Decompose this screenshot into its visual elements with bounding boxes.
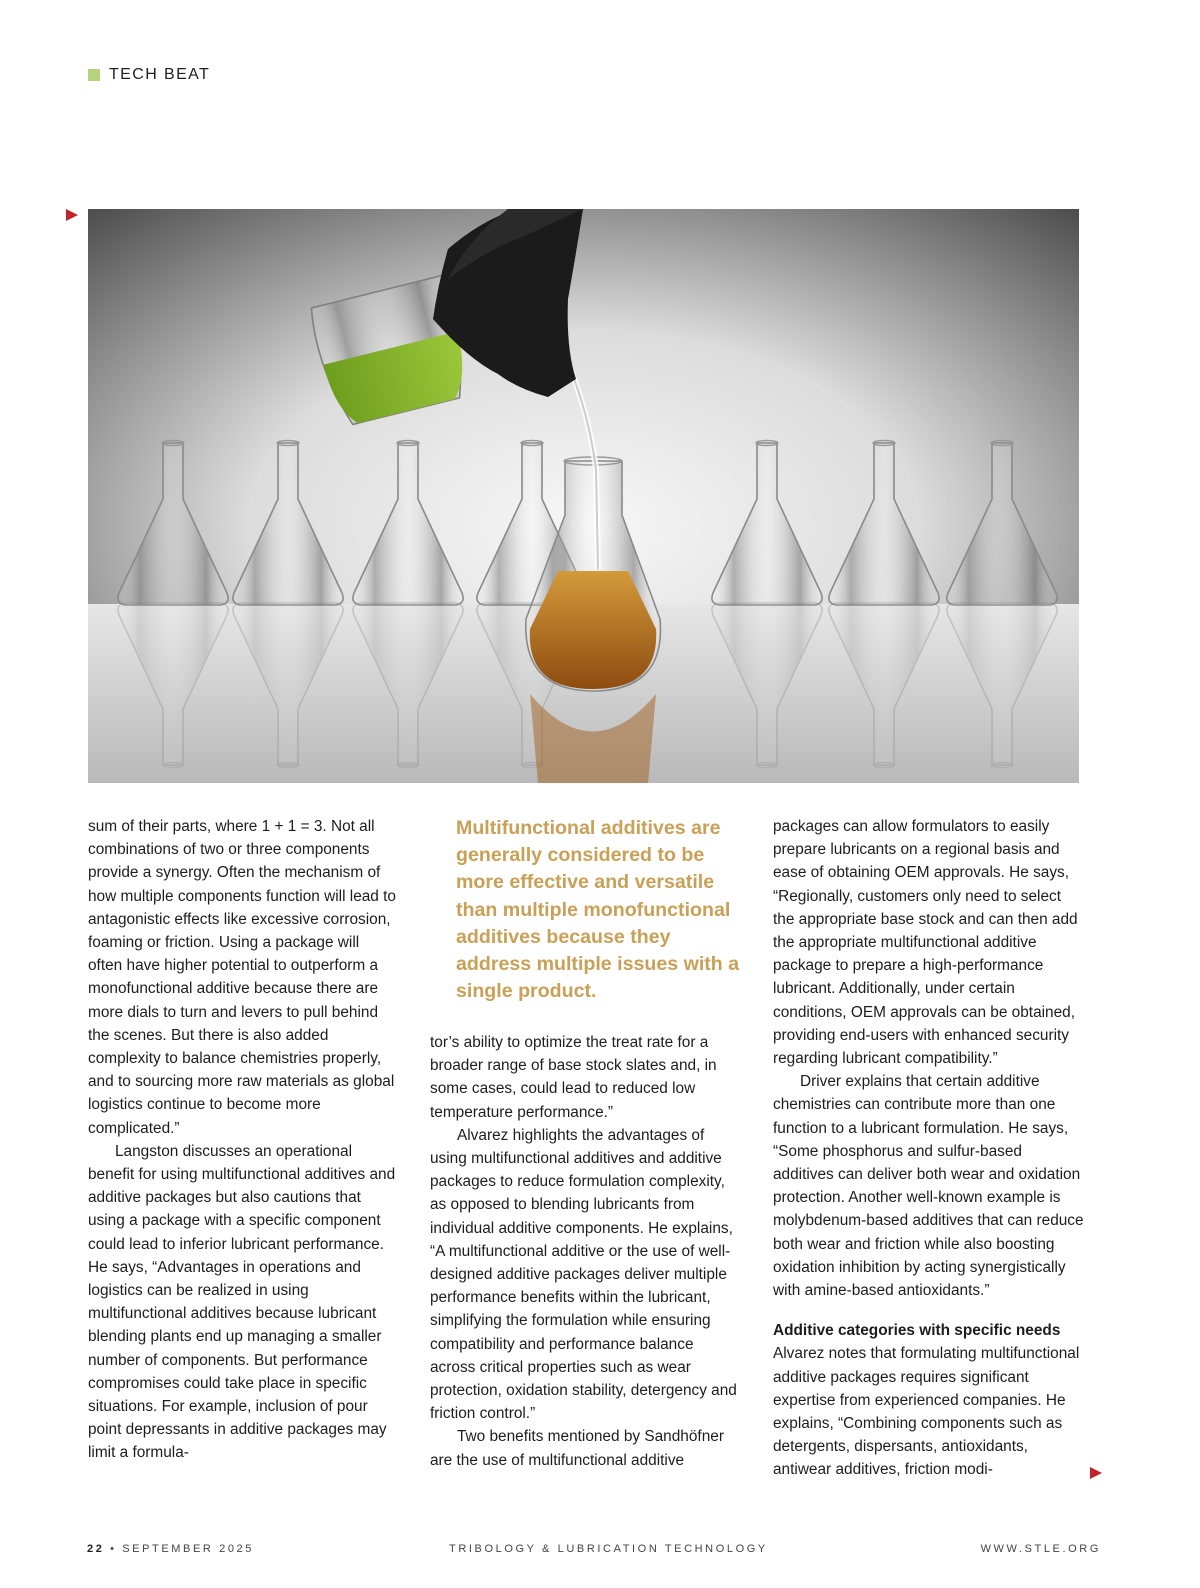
paragraph: sum of their parts, where 1 + 1 = 3. Not all combinations of two or three components provide a synergy. Often the mechanism of how multiple components function will lead to antagonistic effects like excessive corrosion, foaming or friction. Using a package will often have higher potential to outperform a monofunctional additive because there are more dials to turn and levers to pull behind the scenes. But there is also added complexity to balance chemistries properly, and to sourcing more raw materials as global logistics continue to become more complicated.” [88,818,396,1137]
paragraph: Alvarez notes that formulating multifunctional additive packages requires significant expertise from experienced companies. He explains, “Combining components such as detergents, dispersants, antioxidants, antiwear additives, friction modi- [773,1345,1080,1479]
text-column-1 [88,815,396,1465]
paragraph: Langston discusses an operational benefit for using multifunctional additives and additive packages but also cautions that using a package with a specific component could lead to inferior lubricant performance. He says, “Advantages in operations and logistics can be realized in using multifunctional additives because lubricant blending plants end up managing a smaller number of components. But performance compromises could take place in specific situations. For example, inclusion of pour point depressants in additive packages may limit a formula- [88,1142,396,1462]
footer-left [87,1543,254,1555]
page-number: 22 [87,1543,105,1555]
text-column-2 [430,1031,740,1472]
footer-separator: • [110,1543,117,1555]
pull-quote: Multifunctional additives are generally considered to be more effective and versatile than multiple monofunctional additives because they address multiple issues with a single product. [456,817,740,1003]
paragraph: Two benefits mentioned by Sandhöfner are the use of multifunctional additive [430,1428,724,1469]
paragraph: packages can allow formulators to easily prepare lubricants on a regional basis and ease of obtaining OEM approvals. He says, “Regionally, customers only need to select the appropriate base stock and can then add the appropriate multifunctional additive package to prepare a high-performance lubricant. Additionally, under certain conditions, OEM approvals can be obtained, providing end-users with enhanced security regarding lubricant compatibility.” [773,818,1078,1068]
paragraph: Driver explains that certain additive chemistries can contribute more than one function to a lubricant formulation. He says, “Some phosphorus and sulfur-based additives can deliver both wear and oxidation protection. Another well-known example is molybdenum-based additives that can reduce both wear and friction while also boosting oxidation inhibition by acting synergistically with amine-based antioxidants.” [773,1073,1084,1300]
triangle-marker-icon [66,209,78,221]
continue-arrow-icon [1090,1467,1102,1479]
website-link[interactable]: WWW.STLE.ORG [980,1543,1101,1555]
paragraph: tor’s ability to optimize the treat rate for a broader range of base stock slates and, in some cases, could lead to reduced low temperature performance.” [430,1034,717,1121]
issue-date: SEPTEMBER 2025 [122,1543,254,1555]
section-subhead: Additive categories with specific needs [773,1322,1061,1340]
text-column-3 [773,815,1085,1482]
publication-name: TRIBOLOGY & LUBRICATION TECHNOLOGY [449,1543,768,1555]
article-photo [88,209,1079,783]
section-square-icon [88,69,100,81]
section-tag [88,66,210,84]
section-label: TECH BEAT [109,66,211,83]
paragraph: Alvarez highlights the advantages of using multifunctional additives and additive packages to reduce formulation complexity, as opposed to blending lubricants from individual additive components. He explains, “A multifunctional additive or the use of well-designed additive packages deliver multiple performance benefits within the lubricant, simplifying the formulation while ensuring compatibility and performance balance across critical properties such as wear protection, oxidation stability, detergency and friction control.” [430,1126,737,1423]
